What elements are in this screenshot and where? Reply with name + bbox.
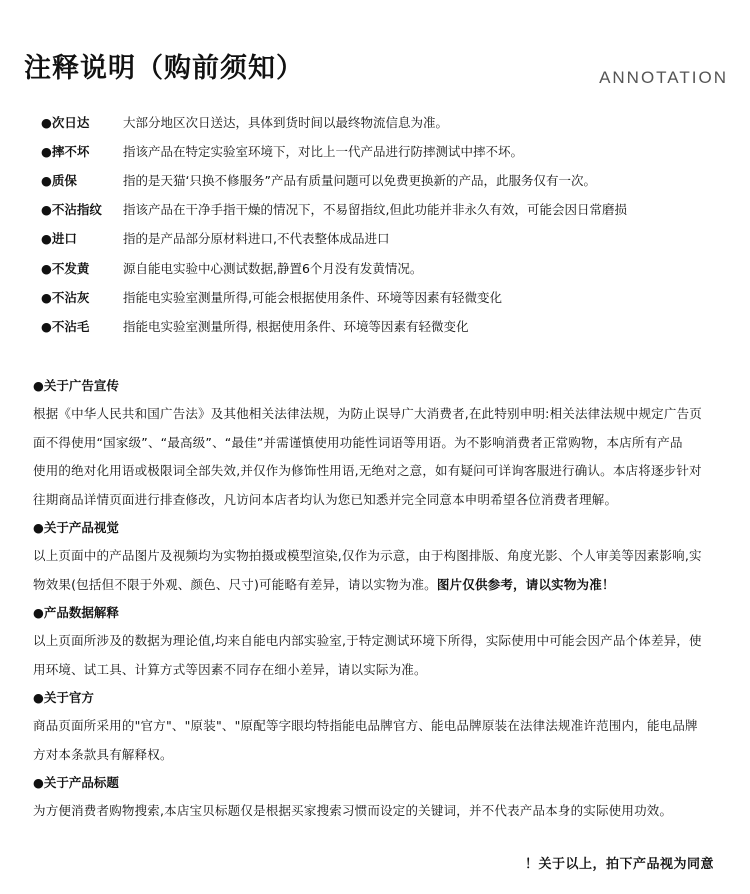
page-title: 注释说明（购前须知）	[24, 53, 304, 84]
section-paragraph	[33, 712, 723, 769]
paragraph-line: 用环境、试工具、计算方式等因素不同存在细小差异，请以实际为准。	[33, 661, 427, 677]
section-paragraph	[33, 400, 723, 514]
paragraph-line: 以上页面中的产品图片及视频均为实物拍摄或模型渲染,仅作为示意，由于构图排版、角度光影、个人审美等因素影响,实	[33, 548, 702, 563]
paragraph-text: 物效果(包括但不限于外观、颜色、尺寸)可能略有差异，请以实物为准。	[33, 576, 437, 592]
definition-row	[41, 165, 731, 194]
definition-row	[41, 282, 731, 311]
definition-text: 指的是产品部分原材料进口,不代表整体成品进口	[123, 231, 390, 247]
section-paragraph	[33, 542, 723, 599]
section-paragraph	[33, 797, 723, 826]
paragraph-line: 往期商品详情页面进行排查修改，凡访问本店者均认为您已知悉并完全同意本申明希望各位消费者理解。	[33, 491, 618, 507]
definition-text: 大部分地区次日送达，具体到货时间以最终物流信息为准。	[123, 114, 449, 130]
definition-row	[41, 107, 731, 136]
paragraph-line: 为方便消费者购物搜索,本店宝贝标题仅是根据买家搜索习惯而设定的关键词，并不代表产品本身的实际使用功效。	[33, 803, 673, 818]
section-heading-advertising: ●关于广告宣传	[33, 378, 119, 393]
definition-text: 指的是天猫‘只换不修服务”产品有质量问题可以免费更换新的产品，此服务仅有一次。	[123, 172, 596, 188]
definition-term: ●质保	[41, 172, 77, 188]
definition-row	[41, 253, 731, 282]
paragraph-line: 方对本条款具有解释权。	[33, 746, 173, 762]
paragraph-line: 根据《中华人民共和国广告法》及其他相关法律法规，为防止误导广大消费者,在此特别申明:相关法律法规中规定广告页	[33, 406, 702, 421]
definition-row	[41, 224, 731, 253]
section-heading-data: ●产品数据解释	[33, 605, 119, 620]
definition-term: ●次日达	[41, 114, 90, 130]
section-heading-official: ●关于官方	[33, 690, 94, 705]
definition-term: ●不发黄	[41, 260, 90, 276]
definition-text: 源自能电实验中心测试数据,静置6个月没有发黄情况。	[123, 260, 423, 276]
paragraph-line: 使用的绝对化用语或极限词全部失效,并仅作为修饰性用语,无绝对之意，如有疑问可详询客服进行确认。本店将逐步针对	[33, 463, 702, 478]
notes-section	[33, 372, 723, 826]
definition-text: 指能电实验室测量所得, 根据使用条件、环境等因素有轻微变化	[123, 318, 469, 334]
paragraph-line	[33, 571, 723, 600]
definition-term: ●不沾灰	[41, 289, 90, 305]
paragraph-line: 以上页面所涉及的数据为理论值,均来自能电内部实验室,于特定测试环境下所得，实际使用中可能会因产品个体差异，使	[33, 633, 702, 648]
definition-term: ●摔不坏	[41, 143, 90, 159]
paragraph-line: 面不得使用“国家级”、“最高级”、“最佳”并需谨慎使用功能性词语等用语。为不影响消费者正常购物，本店所有产品	[33, 434, 683, 450]
definition-text: 指该产品在干净手指干燥的情况下，不易留指纹,但此功能并非永久有效，可能会因日常磨损	[123, 202, 627, 218]
definition-row	[41, 136, 731, 165]
section-paragraph	[33, 627, 723, 684]
section-heading-title: ●关于产品标题	[33, 775, 119, 790]
definition-text: 指能电实验室测量所得,可能会根据使用条件、环境等因素有轻微变化	[123, 289, 502, 305]
definition-term: ●不沾毛	[41, 318, 90, 334]
emphasis-text: 图片仅供参考，请以实物为准！	[436, 576, 615, 592]
definition-row	[41, 195, 731, 224]
definitions-list	[41, 107, 731, 341]
agreement-note: ！关于以上，拍下产品视为同意	[524, 857, 714, 872]
definition-row	[41, 311, 731, 340]
annotation-label: ANNOTATION	[599, 68, 728, 87]
paragraph-line: 商品页面所采用的"官方"、"原装"、"原配等字眼均特指能电品牌官方、能电品牌原装在法律法规准许范围内，能电品牌	[33, 718, 698, 733]
definition-term: ●进口	[41, 231, 77, 247]
definition-text: 指该产品在特定实验室环境下，对比上一代产品进行防摔测试中摔不坏。	[123, 143, 524, 159]
section-heading-visual: ●关于产品视觉	[33, 520, 119, 535]
definition-term: ●不沾指纹	[41, 202, 102, 218]
